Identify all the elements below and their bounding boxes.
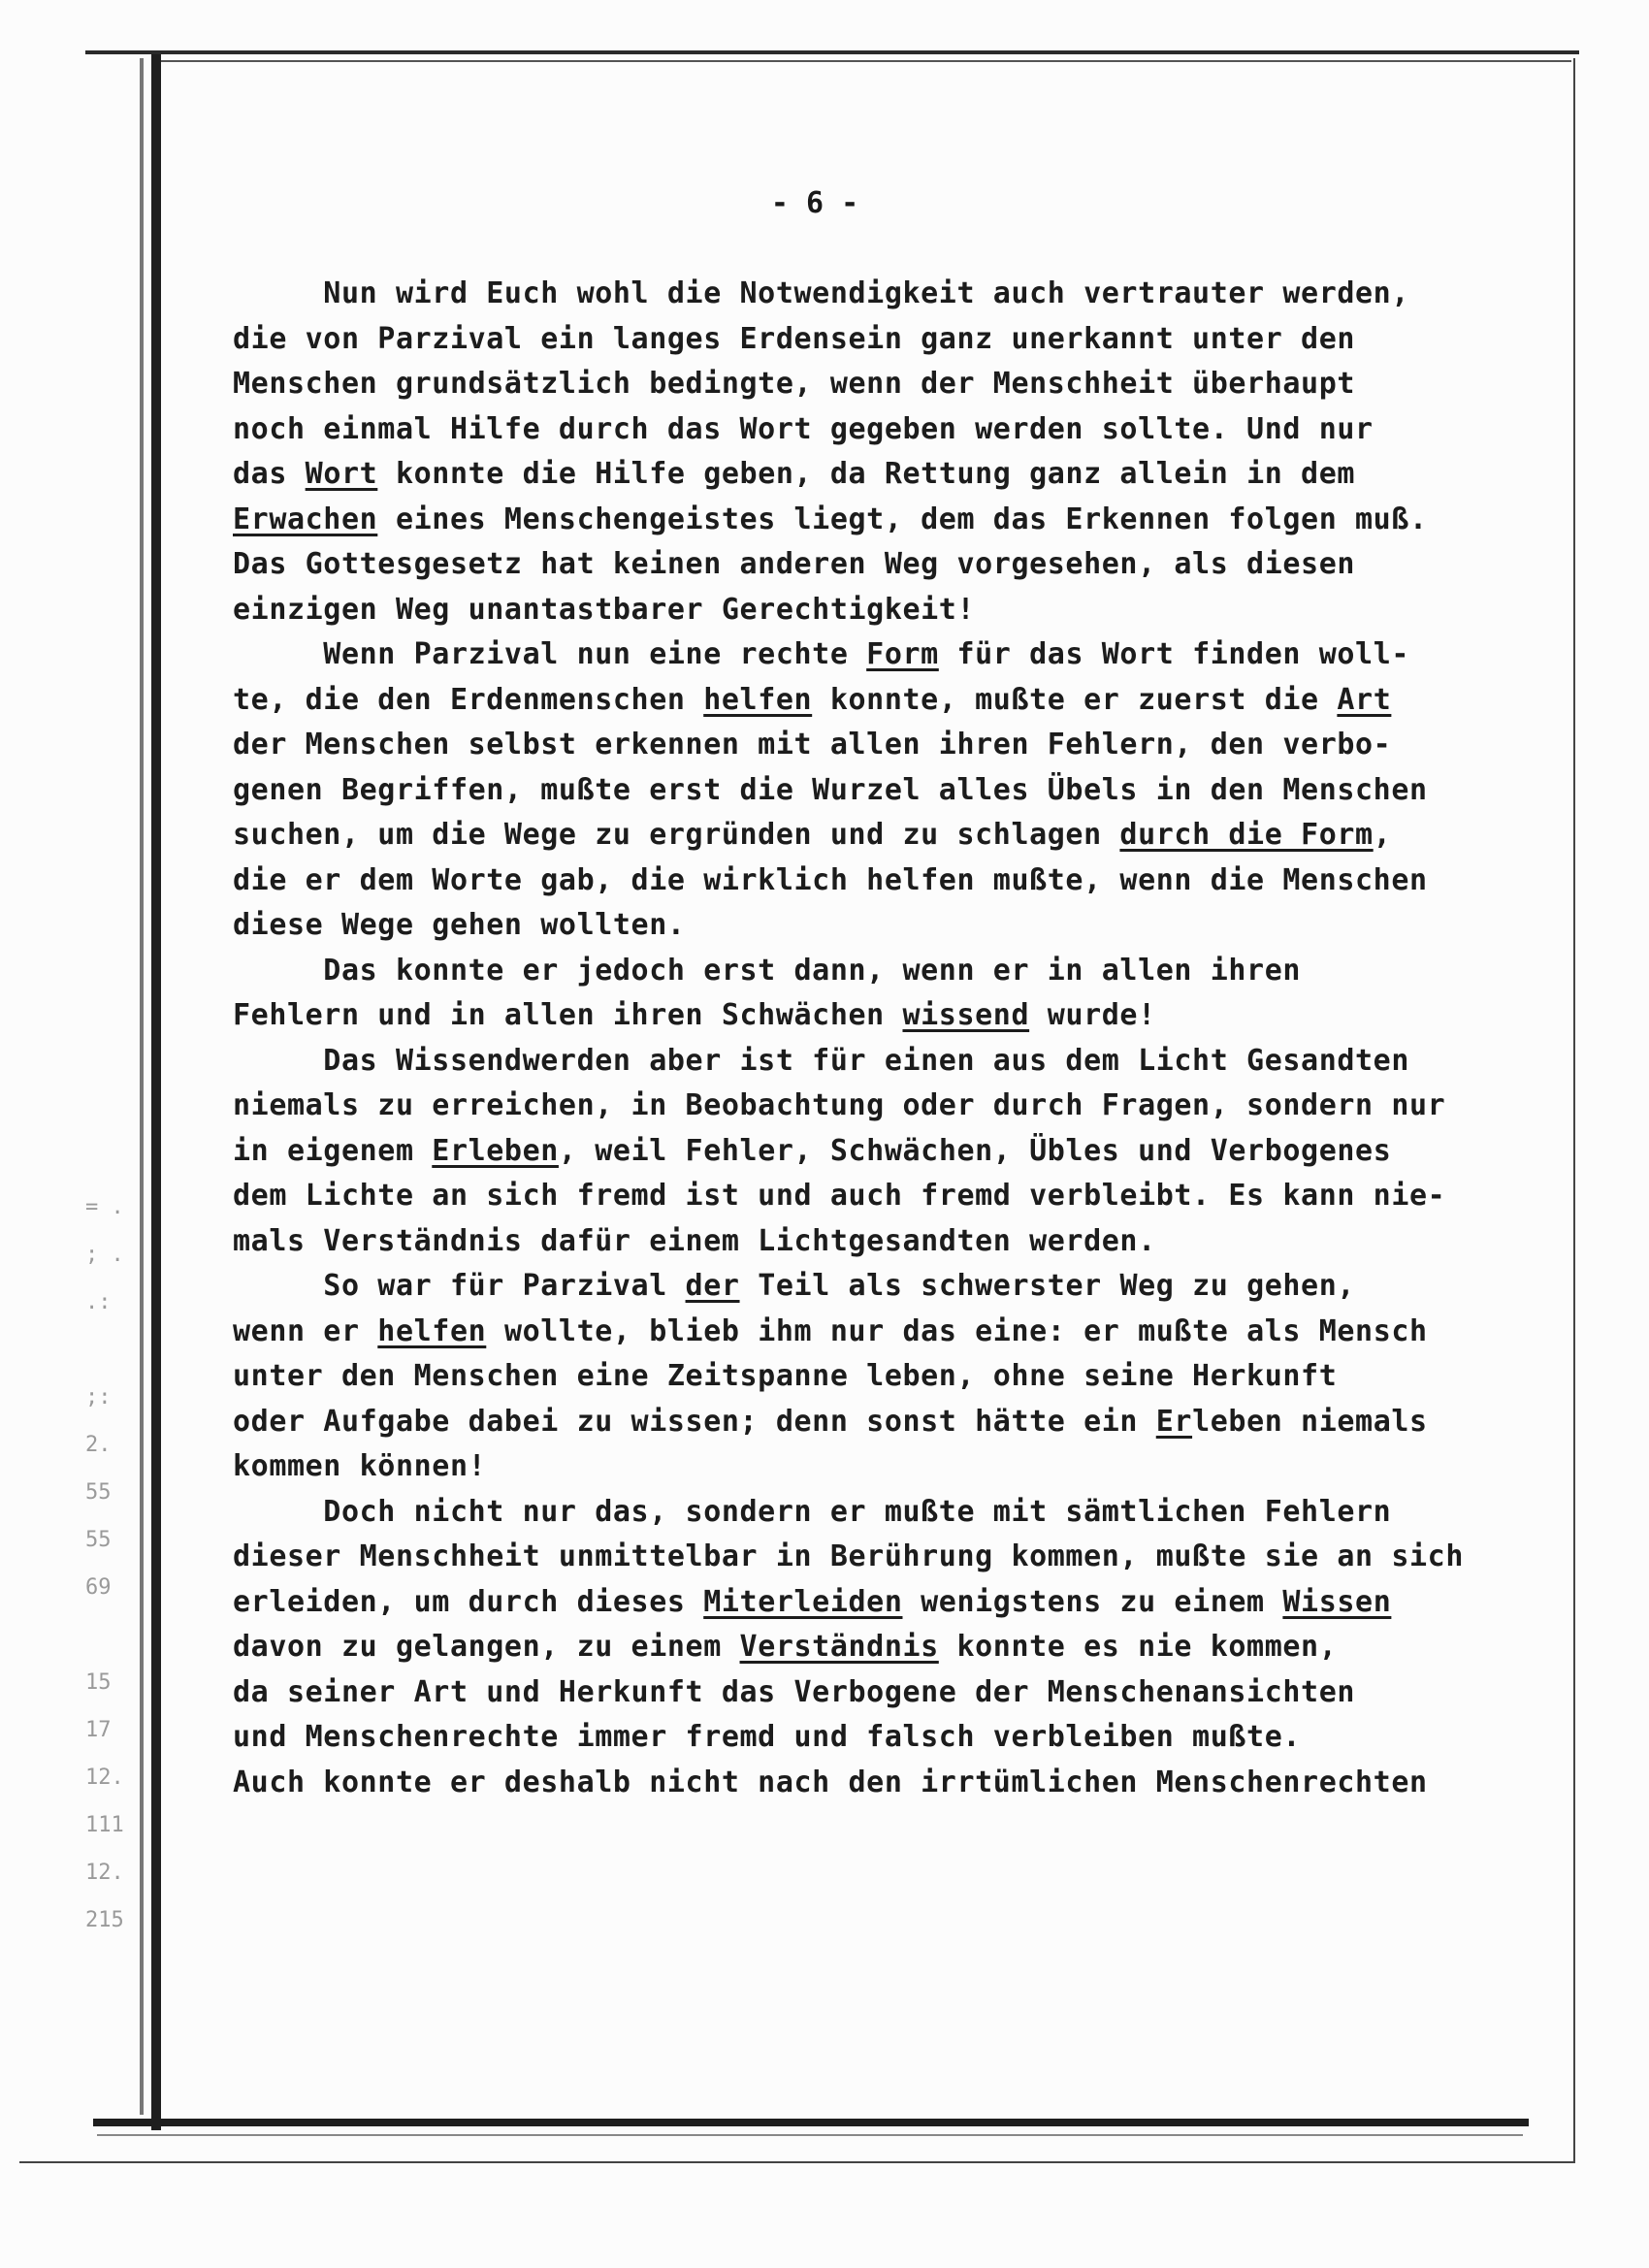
- margin-mark: [85, 1326, 144, 1374]
- text-line: [233, 362, 1533, 407]
- text-line: [233, 1174, 1533, 1219]
- text-line: [233, 1535, 1533, 1580]
- underlined-word: Form: [866, 637, 939, 671]
- text-line: [233, 452, 1533, 498]
- underlined-word: durch die Form: [1119, 818, 1374, 852]
- text-line: [233, 1310, 1533, 1355]
- margin-bleed-marks: [85, 1183, 144, 1944]
- underlined-word: helfen: [377, 1313, 487, 1348]
- underlined-word: der: [685, 1269, 740, 1303]
- text-line: [233, 1400, 1533, 1445]
- page-frame-right-edge: [1573, 58, 1575, 2163]
- text-line: [233, 632, 1533, 678]
- underlined-word: helfen: [703, 682, 813, 717]
- text-segment: oder Aufgabe dabei zu wissen; denn sonst hätte ein: [233, 1404, 1156, 1439]
- text-segment: mals Verständnis dafür einem Lichtgesandten werden.: [233, 1223, 1156, 1258]
- text-line: [233, 542, 1533, 588]
- underlined-word: Erwachen: [233, 502, 378, 536]
- text-segment: wurde!: [1029, 998, 1156, 1032]
- text-segment: Das Wissendwerden aber ist für einen aus dem Licht Gesandten: [233, 1043, 1409, 1078]
- margin-mark: .:: [85, 1290, 112, 1314]
- text-segment: Das konnte er jedoch erst dann, wenn er in allen ihren: [233, 953, 1302, 988]
- text-line: [233, 813, 1533, 859]
- text-segment: erleiden, um durch dieses: [233, 1584, 704, 1619]
- text-segment: Das Gottesgesetz hat keinen anderen Weg vorgesehen, als diesen: [233, 547, 1356, 581]
- text-line: [233, 1039, 1533, 1085]
- text-segment: unter den Menschen eine Zeitspanne leben, ohne seine Herkunft: [233, 1359, 1338, 1393]
- text-segment: in eigenem: [233, 1133, 433, 1168]
- text-segment: ,: [1373, 818, 1392, 852]
- text-line: [233, 1354, 1533, 1400]
- text-line: [233, 1219, 1533, 1265]
- text-segment: die von Parzival ein langes Erdensein ganz unerkannt unter den: [233, 321, 1356, 356]
- text-line: [233, 903, 1533, 949]
- page-frame-bottom-edge: [19, 2161, 1575, 2163]
- binding-foot: [93, 2119, 1529, 2126]
- text-segment: niemals zu erreichen, in Beobachtung oder durch Fragen, sondern nur: [233, 1088, 1446, 1122]
- text-line: [233, 1264, 1533, 1310]
- underlined-word: Verständnis: [739, 1630, 939, 1664]
- text-segment: suchen, um die Wege zu ergründen und zu schlagen: [233, 818, 1120, 852]
- text-line: [233, 859, 1533, 904]
- text-segment: So war für Parzival: [233, 1269, 686, 1303]
- text-line: [233, 1761, 1533, 1806]
- margin-mark: ;:: [85, 1385, 112, 1409]
- text-segment: kommen können!: [233, 1449, 487, 1483]
- text-segment: einzigen Weg unantastbarer Gerechtigkeit!: [233, 592, 976, 627]
- text-line: [233, 1129, 1533, 1175]
- text-line: [233, 1625, 1533, 1670]
- text-line: [233, 1444, 1533, 1490]
- margin-mark: 69: [85, 1575, 112, 1600]
- text-segment: das: [233, 457, 306, 491]
- margin-mark: 111: [85, 1813, 124, 1837]
- text-segment: für das Wort finden woll-: [938, 637, 1410, 671]
- margin-mark: 215: [85, 1908, 124, 1932]
- text-line: [233, 993, 1533, 1039]
- margin-mark: 12.: [85, 1766, 124, 1790]
- text-segment: davon zu gelangen, zu einem: [233, 1630, 740, 1664]
- binding-foot-line: [97, 2134, 1523, 2136]
- text-segment: genen Begriffen, mußte erst die Wurzel alles Übels in den Menschen: [233, 772, 1428, 807]
- margin-mark: [85, 1611, 144, 1659]
- text-segment: der Menschen selbst erkennen mit allen ihren Fehlern, den verbo-: [233, 728, 1392, 761]
- text-line: [233, 407, 1533, 453]
- text-line: [233, 1715, 1533, 1761]
- text-segment: Menschen grundsätzlich bedingte, wenn der Menschheit überhaupt: [233, 367, 1356, 401]
- text-segment: te, die den Erdenmenschen: [233, 682, 704, 717]
- underlined-word: wissend: [902, 998, 1030, 1032]
- text-line: [233, 1580, 1533, 1626]
- text-line: [233, 272, 1533, 317]
- text-segment: eines Menschengeistes liegt, dem das Erkennen folgen muß.: [377, 502, 1428, 536]
- page-frame-top-line: [155, 60, 1571, 62]
- page-number: - 6 -: [770, 186, 859, 220]
- text-segment: diese Wege gehen wollten.: [233, 908, 686, 942]
- margin-mark: 55: [85, 1528, 112, 1552]
- text-segment: wenigstens zu einem: [902, 1584, 1283, 1619]
- typescript-body: [233, 272, 1533, 1805]
- underlined-word: Wissen: [1282, 1584, 1392, 1619]
- text-line: [233, 588, 1533, 633]
- text-segment: konnte die Hilfe geben, da Rettung ganz allein in dem: [377, 457, 1356, 491]
- underlined-word: Er: [1155, 1404, 1193, 1439]
- text-segment: die er dem Worte gab, die wirklich helfen mußte, wenn die Menschen: [233, 862, 1428, 897]
- margin-mark: 12.: [85, 1861, 124, 1885]
- text-segment: Teil als schwerster Weg zu gehen,: [739, 1269, 1356, 1303]
- text-segment: noch einmal Hilfe durch das Wort gegeben werden sollte. Und nur: [233, 411, 1374, 446]
- text-segment: Fehlern und in allen ihren Schwächen: [233, 998, 903, 1032]
- text-line: [233, 1490, 1533, 1536]
- text-segment: leben niemals: [1192, 1404, 1428, 1439]
- text-line: [233, 949, 1533, 994]
- text-segment: konnte es nie kommen,: [938, 1630, 1338, 1664]
- text-segment: Nun wird Euch wohl die Notwendigkeit auch vertrauter werden,: [233, 276, 1409, 310]
- text-segment: Doch nicht nur das, sondern er mußte mit sämtlichen Fehlern: [233, 1494, 1392, 1529]
- page-frame-top-edge: [85, 50, 1579, 54]
- text-segment: konnte, mußte er zuerst die: [812, 682, 1338, 717]
- text-segment: Wenn Parzival nun eine rechte: [233, 637, 867, 671]
- text-line: [233, 1670, 1533, 1716]
- underlined-word: Art: [1337, 682, 1392, 717]
- margin-mark: 55: [85, 1480, 112, 1505]
- text-segment: wollte, blieb ihm nur das eine: er mußte als Mensch: [486, 1313, 1428, 1348]
- underlined-word: Wort: [305, 457, 378, 491]
- margin-mark: 2.: [85, 1433, 112, 1457]
- text-line: [233, 498, 1533, 543]
- text-line: [233, 723, 1533, 768]
- margin-mark: ; .: [85, 1243, 124, 1267]
- text-line: [233, 317, 1533, 363]
- underlined-word: Miterleiden: [703, 1584, 903, 1619]
- text-line: [233, 768, 1533, 814]
- margin-mark: 15: [85, 1670, 112, 1695]
- binding-bar: [151, 54, 161, 2130]
- text-segment: und Menschenrechte immer fremd und falsch verbleiben mußte.: [233, 1720, 1302, 1754]
- text-segment: Auch konnte er deshalb nicht nach den irrtümlichen Menschenrechten: [233, 1765, 1428, 1799]
- text-line: [233, 678, 1533, 724]
- text-segment: da seiner Art und Herkunft das Verbogene der Menschenansichten: [233, 1674, 1356, 1709]
- text-segment: wenn er: [233, 1313, 378, 1348]
- underlined-word: Erleben: [432, 1133, 559, 1168]
- text-segment: , weil Fehler, Schwächen, Übles und Verbogenes: [558, 1133, 1392, 1168]
- text-line: [233, 1084, 1533, 1129]
- margin-mark: = .: [85, 1195, 124, 1219]
- text-segment: dieser Menschheit unmittelbar in Berührung kommen, mußte sie an sich: [233, 1539, 1464, 1573]
- text-segment: dem Lichte an sich fremd ist und auch fremd verbleibt. Es kann nie-: [233, 1179, 1446, 1213]
- margin-mark: 17: [85, 1718, 112, 1742]
